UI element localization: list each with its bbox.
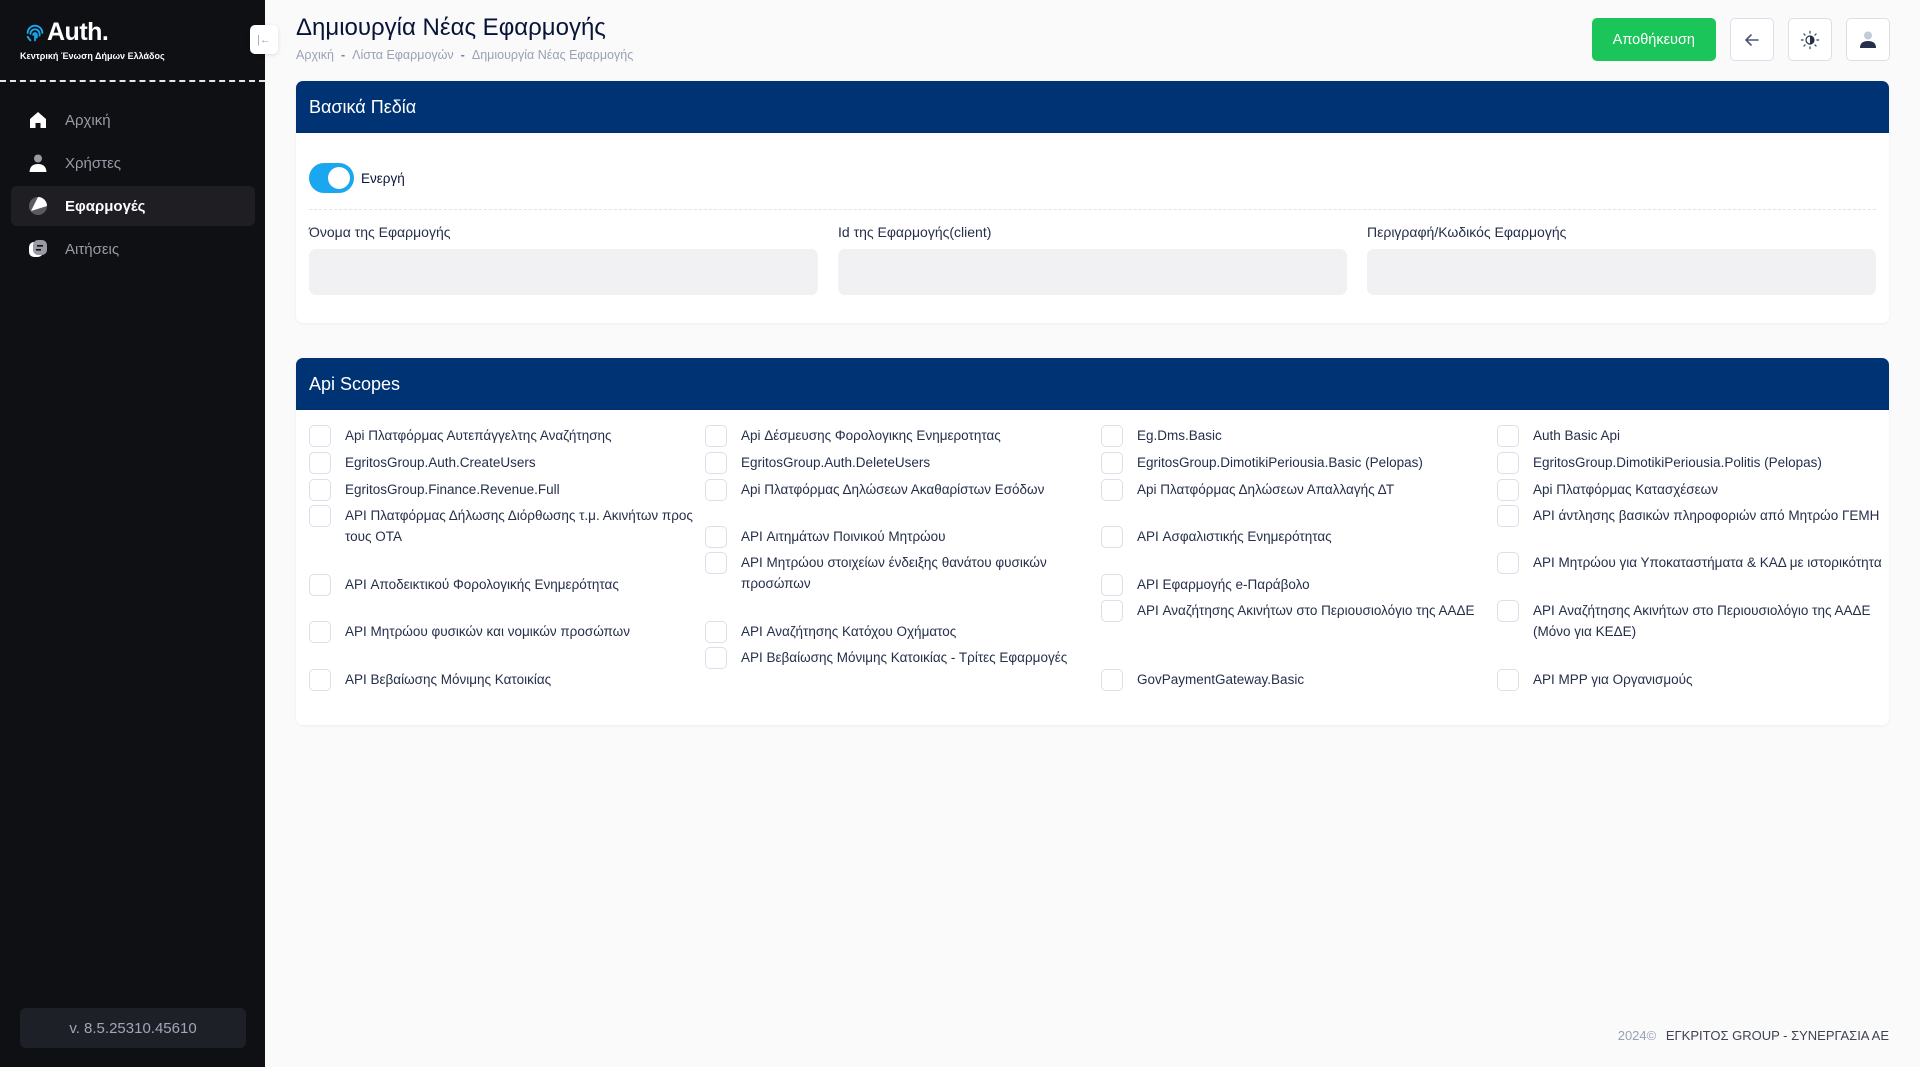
app-name-field: [309, 224, 818, 295]
fields-grid: [309, 224, 1876, 295]
active-toggle-row: [309, 163, 405, 193]
scope-label: API Βεβαίωσης Μόνιμης Κατοικίας: [345, 672, 552, 687]
sidebar-nav: [11, 100, 255, 272]
sidebar-item-label: Χρήστες: [65, 154, 121, 172]
active-toggle[interactable]: [309, 163, 354, 193]
scope-checkbox[interactable]: [1497, 452, 1519, 474]
api-scopes-card: [296, 358, 1889, 725]
scope-checkbox-item[interactable]: [1101, 425, 1492, 447]
scope-checkbox-item[interactable]: [1101, 669, 1492, 691]
sidebar-item-label: Εφαρμογές: [65, 197, 146, 215]
scope-label: API Μητρώου φυσικών και νομικών προσώπων: [345, 624, 630, 639]
theme-toggle-icon: [1800, 30, 1820, 50]
scope-label: Api Πλατφόρμας Αυτεπάγγελτης Αναζήτησης: [345, 428, 612, 443]
scope-label: API Αναζήτησης Κατόχου Οχήματος: [741, 624, 957, 639]
scope-checkbox[interactable]: [705, 647, 727, 669]
scope-checkbox[interactable]: [309, 479, 331, 501]
scope-label: API Ασφαλιστικής Ενημερότητας: [1137, 529, 1332, 544]
arrow-left-icon: [1744, 32, 1760, 48]
logo[interactable]: [20, 18, 165, 61]
footer-company[interactable]: ΕΓΚΡΙΤΟΣ GROUP - ΣΥΝΕΡΓΑΣΙΑ ΑΕ: [1665, 1028, 1889, 1043]
scope-checkbox-item[interactable]: [309, 669, 700, 691]
active-toggle-label: Ενεργή: [361, 170, 405, 186]
back-button[interactable]: [1730, 18, 1774, 61]
scope-label: API Πλατφόρμας Δήλωσης Διόρθωσης τ.μ. Ακινήτων προς τους ΟΤΑ: [345, 508, 693, 544]
breadcrumb-current: Δημιουργία Νέας Εφαρμογής: [471, 48, 634, 62]
scope-checkbox[interactable]: [1497, 479, 1519, 501]
scope-label: API Βεβαίωσης Μόνιμης Κατοικίας - Τρίτες Εφαρμογές: [741, 650, 1068, 665]
scope-checkbox[interactable]: [309, 425, 331, 447]
section-divider: [309, 209, 1876, 210]
scope-checkbox-item[interactable]: [1101, 574, 1492, 596]
scope-checkbox-item[interactable]: [705, 621, 1096, 643]
breadcrumb-separator: -: [341, 48, 346, 62]
arrow-left-bar-icon: |←: [257, 33, 271, 46]
scope-checkbox[interactable]: [1101, 600, 1123, 622]
sidebar-item-applications[interactable]: [11, 186, 255, 226]
scope-label: Api Πλατφόρμας Δηλώσεων Απαλλαγής ΔΤ: [1137, 482, 1395, 497]
theme-toggle-button[interactable]: [1788, 18, 1832, 61]
sidebar-divider: [0, 80, 265, 82]
user-menu-button[interactable]: [1846, 18, 1890, 61]
scope-checkbox[interactable]: [1101, 574, 1123, 596]
basic-fields-card: [296, 81, 1889, 323]
scope-checkbox[interactable]: [1101, 526, 1123, 548]
save-button[interactable]: Αποθήκευση: [1592, 18, 1716, 61]
scope-label: API Μητρώου για Υποκαταστήματα & ΚΑΔ με ιστορικότητα: [1533, 555, 1882, 570]
sidebar-item-users[interactable]: [11, 143, 255, 183]
scope-checkbox[interactable]: [1497, 552, 1519, 574]
scope-checkbox[interactable]: [309, 669, 331, 691]
scope-checkbox[interactable]: [705, 621, 727, 643]
client-id-field: [838, 224, 1347, 295]
scope-checkbox-item[interactable]: [309, 452, 700, 474]
scope-checkbox[interactable]: [309, 621, 331, 643]
scope-checkbox[interactable]: [1101, 669, 1123, 691]
scope-checkbox-item[interactable]: [309, 479, 700, 501]
scope-checkbox[interactable]: [1101, 479, 1123, 501]
field-label: Id της Εφαρμογής(client): [838, 224, 992, 240]
version-badge: v. 8.5.25310.45610: [20, 1008, 246, 1048]
scope-checkbox[interactable]: [705, 452, 727, 474]
card-header: Βασικά Πεδία: [296, 81, 1889, 133]
page-title: Δημιουργία Νέας Εφαρμογής: [296, 14, 606, 41]
scope-checkbox-item[interactable]: [309, 505, 700, 547]
user-icon: [1858, 30, 1878, 50]
breadcrumb-home[interactable]: Αρχική: [296, 48, 334, 62]
scope-label: API Μητρώου στοιχείων ένδειξης θανάτου φυσικών προσώπων: [741, 555, 1047, 591]
scope-checkbox-item[interactable]: [309, 574, 700, 596]
apps-icon: [27, 195, 49, 217]
scope-label: EgritosGroup.Finance.Revenue.Full: [345, 482, 560, 497]
scope-checkbox-item[interactable]: [1101, 526, 1492, 548]
footer: [1618, 1028, 1889, 1043]
scope-checkbox[interactable]: [309, 574, 331, 596]
scope-checkbox[interactable]: [705, 425, 727, 447]
header-actions: [1592, 18, 1890, 61]
scope-checkbox-item[interactable]: [705, 479, 1096, 501]
breadcrumb: [296, 48, 633, 62]
scope-label: EgritosGroup.Auth.DeleteUsers: [741, 455, 931, 470]
scope-checkbox[interactable]: [705, 552, 727, 574]
scope-label: GovPaymentGateway.Basic: [1137, 672, 1305, 687]
scope-checkbox-item[interactable]: [705, 452, 1096, 474]
description-field: [1367, 224, 1876, 295]
sidebar-item-home[interactable]: [11, 100, 255, 140]
app-name-input[interactable]: [309, 249, 818, 295]
scope-checkbox-item[interactable]: [1497, 600, 1888, 642]
client-id-input[interactable]: [838, 249, 1347, 295]
scope-checkbox-item[interactable]: [1497, 479, 1888, 501]
scope-label: Auth Basic Api: [1533, 428, 1621, 443]
scope-checkbox-item[interactable]: [1497, 425, 1888, 447]
scope-checkbox[interactable]: [1497, 600, 1519, 622]
sidebar: [0, 0, 265, 1067]
scope-label: Api Πλατφόρμας Δηλώσεων Ακαθαρίστων Εσόδων: [741, 482, 1045, 497]
scope-checkbox-item[interactable]: [1101, 452, 1492, 474]
scope-checkbox[interactable]: [309, 505, 331, 527]
field-label: Περιγραφή/Κωδικός Εφαρμογής: [1367, 224, 1567, 240]
scope-checkbox[interactable]: [1497, 505, 1519, 527]
scope-label: API MPP για Οργανισμούς: [1533, 672, 1693, 687]
scope-checkbox-item[interactable]: [309, 425, 700, 447]
scope-checkbox[interactable]: [705, 479, 727, 501]
logo-text: Auth.: [47, 18, 109, 46]
logo-subtitle: Κεντρική Ένωση Δήμων Ελλάδος: [20, 51, 165, 61]
requests-icon: [27, 238, 49, 260]
scope-label: Api Δέσμευσης Φορολογικης Ενημεροτητας: [741, 428, 1001, 443]
scope-label: API Αιτημάτων Ποινικού Μητρώου: [741, 529, 946, 544]
scope-checkbox-item[interactable]: [1497, 505, 1888, 527]
scope-checkbox-item[interactable]: [309, 621, 700, 643]
scope-label: Eg.Dms.Basic: [1137, 428, 1222, 443]
sidebar-item-label: Αρχική: [65, 111, 111, 129]
scope-label: API Αναζήτησης Ακινήτων στο Περιουσιολόγιο της ΑΑΔΕ: [1137, 603, 1475, 618]
scope-checkbox-item[interactable]: [705, 526, 1096, 548]
sidebar-item-label: Αιτήσεις: [65, 240, 120, 258]
scope-checkbox-item[interactable]: [1101, 479, 1492, 501]
scope-label: API Εφαρμογής e-Παράβολο: [1137, 577, 1310, 592]
sidebar-item-requests[interactable]: [11, 229, 255, 269]
sidebar-collapse-button[interactable]: [250, 25, 278, 54]
scope-label: EgritosGroup.Auth.CreateUsers: [345, 455, 536, 470]
scope-checkbox[interactable]: [1497, 669, 1519, 691]
card-header: Api Scopes: [296, 358, 1889, 410]
scope-checkbox-item[interactable]: [1497, 669, 1888, 691]
scope-checkbox[interactable]: [705, 526, 727, 548]
scope-label: EgritosGroup.DimotikiPeriousia.Basic (Pelopas): [1137, 455, 1423, 470]
footer-year: 2024©: [1617, 1028, 1657, 1043]
scope-checkbox-item[interactable]: [705, 552, 1096, 594]
scope-label: API άντλησης βασικών πληροφοριών από Μητρώο ΓΕΜΗ: [1533, 508, 1880, 523]
scope-label: API Αποδεικτικού Φορολογικής Ενημερότητας: [345, 577, 619, 592]
scope-checkbox-item[interactable]: [1101, 600, 1492, 622]
breadcrumb-separator: -: [460, 48, 465, 62]
field-label: Όνομα της Εφαρμογής: [309, 224, 451, 240]
fingerprint-icon: [24, 22, 46, 44]
scope-label: API Αναζήτησης Ακινήτων στο Περιουσιολόγιο της ΑΑΔΕ (Μόνο για ΚΕΔΕ): [1533, 603, 1871, 639]
scope-checkbox-item[interactable]: [705, 647, 1096, 669]
user-icon: [27, 152, 49, 174]
scope-checkbox-item[interactable]: [705, 425, 1096, 447]
scope-checkbox-item[interactable]: [1497, 452, 1888, 474]
scope-label: Api Πλατφόρμας Κατασχέσεων: [1533, 482, 1718, 497]
scope-checkbox[interactable]: [309, 452, 331, 474]
scope-checkbox-item[interactable]: [1497, 552, 1888, 574]
scope-checkbox[interactable]: [1101, 425, 1123, 447]
scope-checkbox[interactable]: [1497, 425, 1519, 447]
toggle-knob: [328, 167, 350, 189]
scope-checkbox[interactable]: [1101, 452, 1123, 474]
breadcrumb-applications-list[interactable]: Λίστα Εφαρμογών: [352, 48, 454, 62]
home-icon: [27, 109, 49, 131]
description-input[interactable]: [1367, 249, 1876, 295]
scope-label: EgritosGroup.DimotikiPeriousia.Politis (Pelopas): [1533, 455, 1822, 470]
